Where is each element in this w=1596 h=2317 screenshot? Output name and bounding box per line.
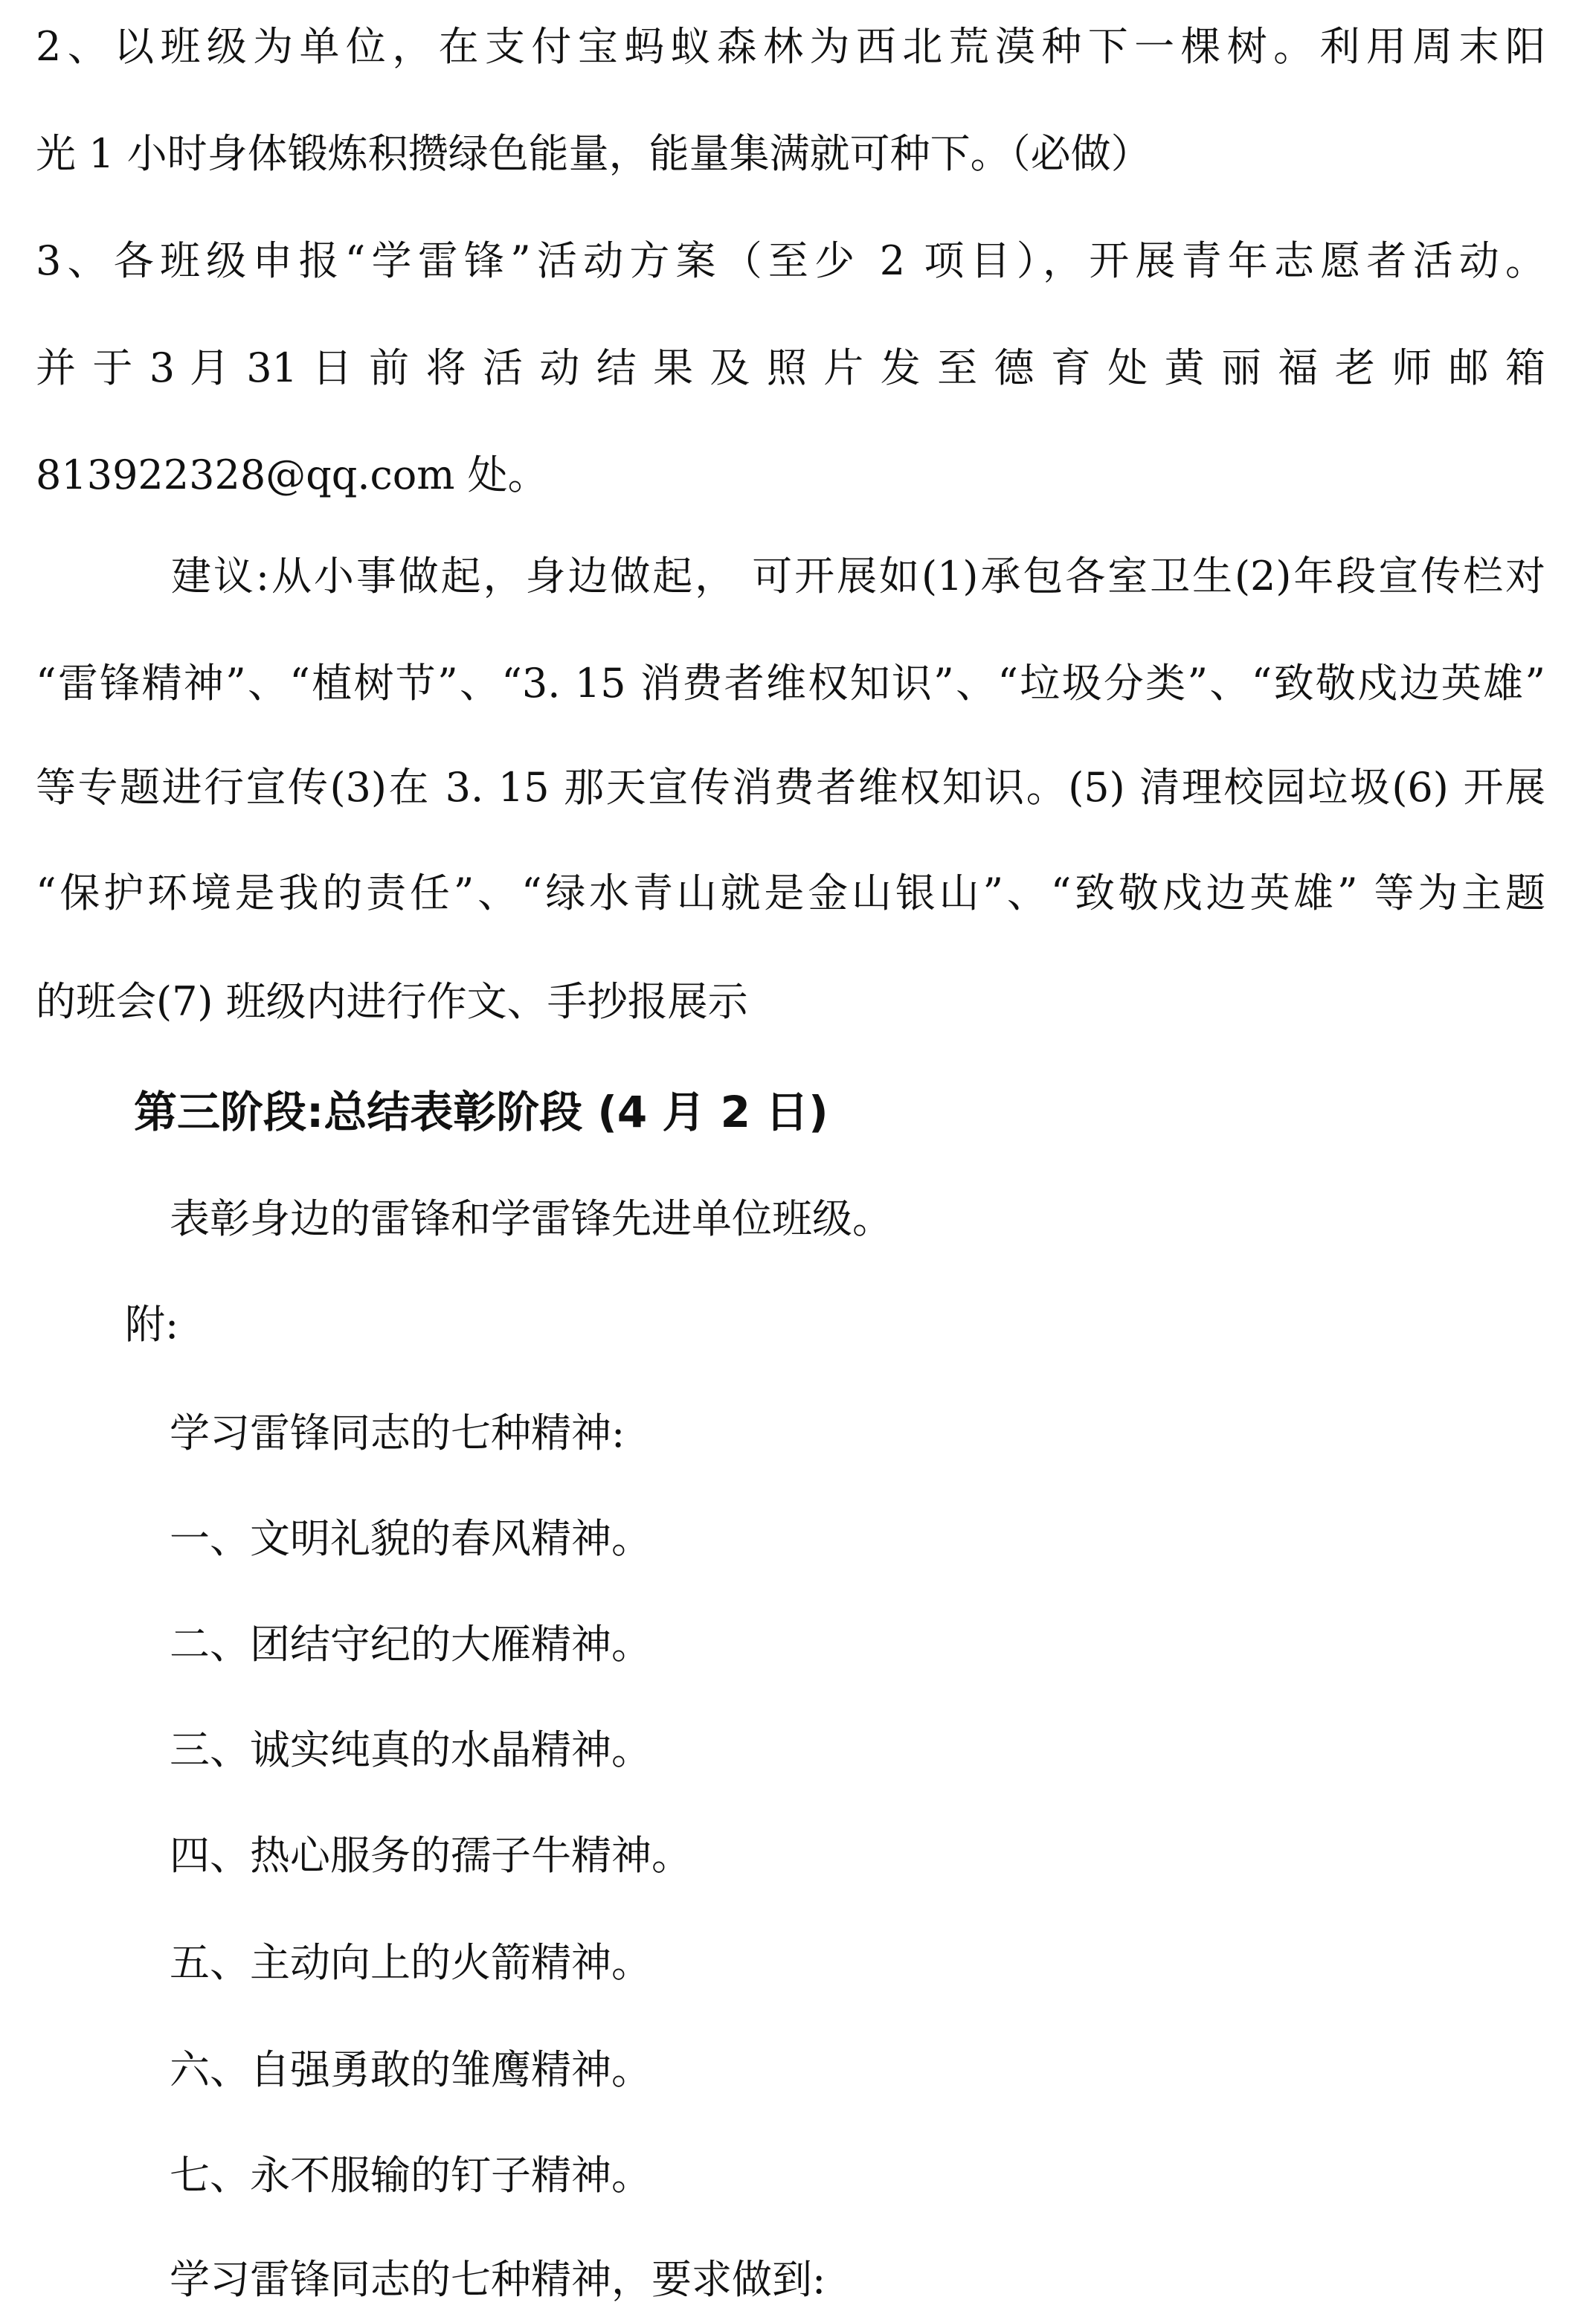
stage3-heading: 第三阶段:总结表彰阶段 (4 月 2 日): [134, 1087, 828, 1137]
paragraph-line: 3、各班级申报“学雷锋”活动方案（至少 2 项目），开展青年志愿者活动。: [36, 237, 1545, 284]
spirit-item: 五、主动向上的火箭精神。: [170, 1939, 651, 1986]
paragraph-line: “保护环境是我的责任”、“绿水青山就是金山银山”、“致敬戍边英雄” 等为主题: [36, 870, 1545, 916]
spirits-intro: 学习雷锋同志的七种精神:: [170, 1410, 625, 1456]
requirements-intro: 学习雷锋同志的七种精神，要求做到:: [170, 2256, 826, 2303]
paragraph-line: 的班会(7) 班级内进行作文、手抄报展示: [36, 978, 748, 1025]
paragraph-line: “雷锋精神”、“植树节”、“3. 15 消费者维权知识”、“垃圾分类”、“致敬戍边英雄”: [36, 660, 1545, 707]
paragraph-line: 2、以班级为单位，在支付宝蚂蚁森林为西北荒漠种下一棵树。利用周末阳: [36, 23, 1545, 70]
paragraph-line: 并 于 3 月 31 日 前 将 活 动 结 果 及 照 片 发 至 德 育 处 黄 丽 福 老 师 邮 箱: [36, 344, 1545, 391]
email-line: 813922328@qq.com 处。: [36, 451, 548, 498]
stage3-text: 表彰身边的雷锋和学雷锋先进单位班级。: [170, 1195, 892, 1242]
spirit-item: 三、诚实纯真的水晶精神。: [170, 1726, 651, 1773]
paragraph-line: 建议:从小事做起，身边做起， 可开展如(1)承包各室卫生(2)年段宣传栏对: [171, 553, 1545, 600]
paragraph-line: 光 1 小时身体锻炼积攒绿色能量，能量集满就可种下。（必做）: [36, 130, 1151, 177]
appendix-label: 附:: [125, 1301, 179, 1348]
spirit-item: 七、永不服输的钉子精神。: [170, 2152, 651, 2199]
spirit-item: 一、文明礼貌的春风精神。: [170, 1515, 651, 1562]
spirit-item: 六、自强勇敢的雏鹰精神。: [170, 2046, 651, 2093]
paragraph-line: 等专题进行宣传(3)在 3. 15 那天宣传消费者维权知识。(5) 清理校园垃圾(6) 开展: [36, 764, 1545, 811]
spirit-item: 二、团结守纪的大雁精神。: [170, 1621, 651, 1668]
spirit-item: 四、热心服务的孺子牛精神。: [170, 1832, 692, 1879]
